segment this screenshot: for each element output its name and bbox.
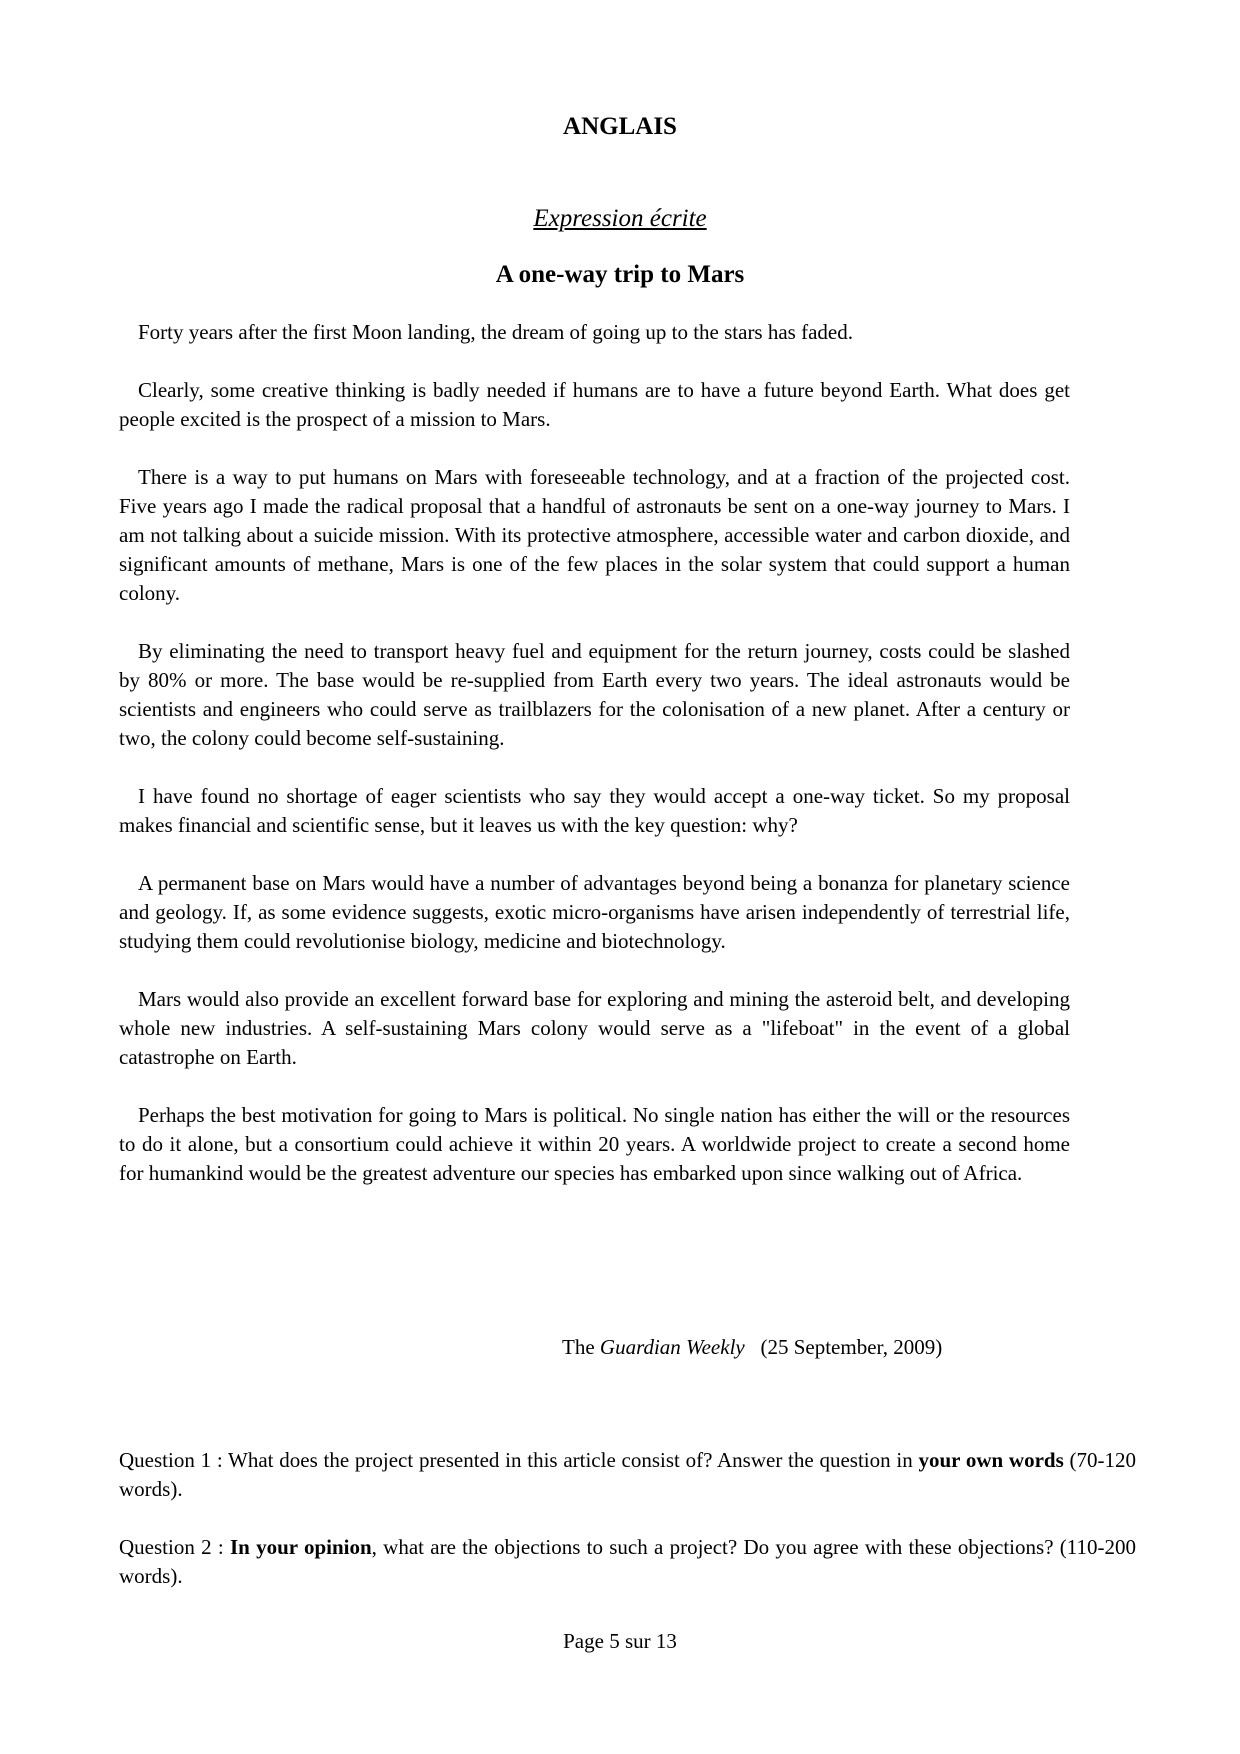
source-prefix: The [562, 1335, 600, 1359]
page-number: Page 5 sur 13 [563, 1629, 677, 1653]
question-2-text: , what are the objections to such a project? Do you agree with these objections? (110-200 words). [119, 1535, 1136, 1588]
article-body [119, 318, 1070, 1217]
source-date: (25 September, 2009) [744, 1335, 943, 1359]
article-paragraph: Perhaps the best motivation for going to Mars is political. No single nation has either the will or the resources to do it alone, but a consortium could achieve it within 20 years. A worldwide project to create a second home for humankind would be the greatest adventure our species has embarked upon since walking out of Africa. [119, 1103, 1070, 1185]
question-2-emphasis: In your opinion [229, 1535, 372, 1559]
article-paragraph: Clearly, some creative thinking is badly needed if humans are to have a future beyond Earth. What does get people excited is the prospect of a mission to Mars. [119, 378, 1070, 431]
section-heading: Expression écrite [533, 205, 707, 232]
article-paragraph: A permanent base on Mars would have a number of advantages beyond being a bonanza for planetary science and geology. If, as some evidence suggests, exotic micro-organisms have arisen independently of terrestrial life, studying them could revolutionise biology, medicine and biotechnology. [119, 871, 1070, 953]
subject-heading: ANGLAIS [563, 113, 677, 140]
article-paragraph: By eliminating the need to transport heavy fuel and equipment for the return journey, costs could be slashed by 80% or more. The base would be re-supplied from Earth every two years. The ideal astronauts would be scientists and engineers who could serve as trailblazers for the colonisation of a new planet. After a century or two, the colony could become self-sustaining. [119, 639, 1070, 750]
question-2-label: Question 2 : [119, 1535, 230, 1559]
question-1-emphasis: your own words [918, 1448, 1064, 1472]
article-paragraph: I have found no shortage of eager scientists who say they would accept a one-way ticket. So my proposal makes financial and scientific sense, but it leaves us with the key question: why? [119, 784, 1070, 837]
question-1-length: (70-120 words). [119, 1448, 1136, 1501]
article-title: A one-way trip to Mars [495, 261, 745, 288]
article-source [562, 1333, 942, 1362]
questions-block [119, 1446, 1136, 1620]
article-paragraph: Mars would also provide an excellent forward base for exploring and mining the asteroid belt, and developing whole new industries. A self-sustaining Mars colony would serve as a "lifeboat" in the event of a global catastrophe on Earth. [119, 987, 1070, 1069]
question-1 [119, 1446, 1136, 1504]
question-2 [119, 1533, 1136, 1591]
article-paragraph: There is a way to put humans on Mars with foreseeable technology, and at a fraction of the projected cost. Five years ago I made the radical proposal that a handful of astronauts be sent on a one-way journey to Mars. I am not talking about a suicide mission. With its protective atmosphere, accessible water and carbon dioxide, and significant amounts of methane, Mars is one of the few places in the solar system that could support a human colony. [119, 465, 1070, 605]
question-1-text: What does the project presented in this article consist of? Answer the question in [228, 1448, 919, 1472]
source-publication: Guardian Weekly [599, 1335, 745, 1359]
question-1-label: Question 1 : [119, 1448, 229, 1472]
article-paragraph: Forty years after the first Moon landing, the dream of going up to the stars has faded. [138, 320, 853, 344]
